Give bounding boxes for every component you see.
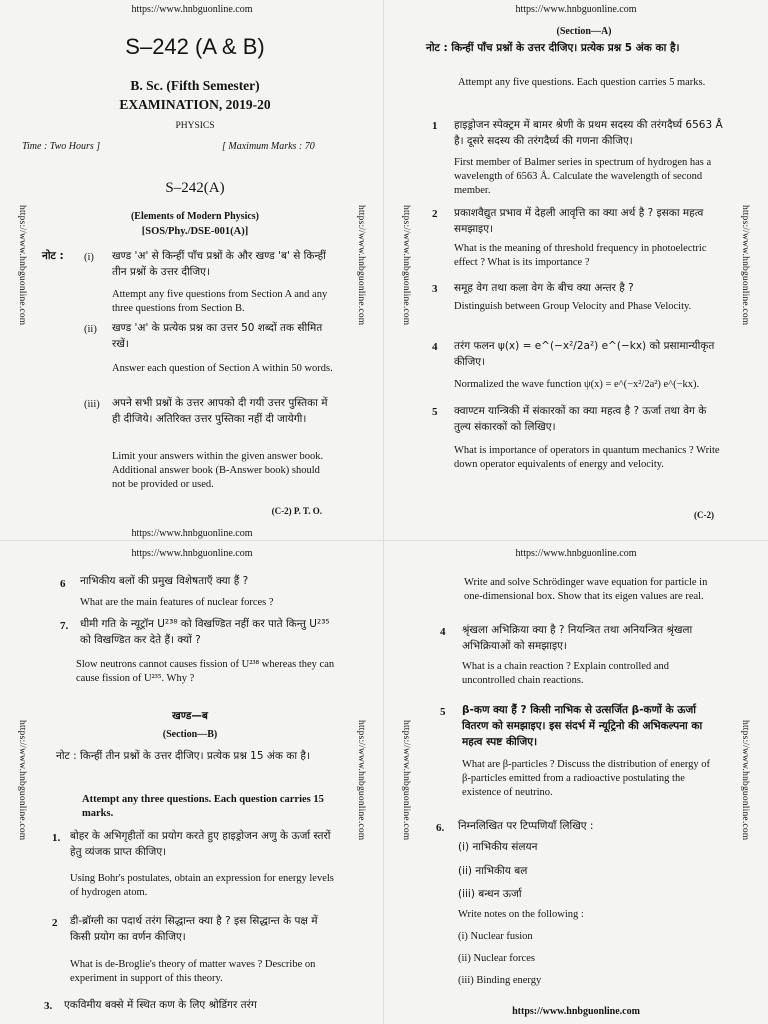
question-b6-item-3-english: (iii) Binding energy bbox=[458, 975, 542, 986]
question-3-number: 3 bbox=[432, 283, 438, 295]
question-2-number: 2 bbox=[432, 208, 438, 220]
question-2-hindi: प्रकाशवैद्युत प्रभाव में देहली आवृत्ति का क्या अर्थ है ? इसका महत्व समझाइए। bbox=[454, 207, 704, 235]
side-watermark-right: https://www.hnbguonline.com bbox=[356, 205, 366, 326]
question-b4-number: 4 bbox=[440, 626, 446, 638]
pto-stamp: (C-2) P. T. O. bbox=[271, 506, 322, 516]
question-1-number: 1 bbox=[432, 120, 438, 132]
max-marks: [ Maximum Marks : 70 bbox=[222, 141, 315, 152]
section-b-heading: (Section—B) bbox=[162, 729, 218, 740]
note-english: Attempt any five questions. Each question carries 5 marks. bbox=[458, 77, 706, 88]
question-3-english: Distinguish between Group Velocity and Phase Velocity. bbox=[454, 301, 692, 312]
question-7-number: 7. bbox=[60, 620, 69, 632]
paper-subtitle: (Elements of Modern Physics) bbox=[130, 211, 260, 222]
question-4-hindi: तरंग फलन ψ(x) = e^(−x²/2a²) e^(−kx) को प्रसामान्यीकृत कीजिए। bbox=[454, 340, 715, 368]
note-iii-english: Limit your answers within the given answer book. Additional answer book (B-Answer book) should not be provided or used. bbox=[112, 451, 324, 490]
question-b6-hindi: निम्नलिखित पर टिप्पणियाँ लिखिए : bbox=[458, 820, 594, 832]
question-b5-english: What are β-particles ? Discuss the distribution of energy of β-particles emitted from a radioactive postulating the existence of neutrino. bbox=[462, 759, 711, 798]
question-b6-item-1-hindi: (i) नाभिकीय संलयन bbox=[458, 841, 538, 853]
section-b-note-hindi: नोट : किन्हीं तीन प्रश्नों के उत्तर दीजिए। प्रत्येक प्रश्न 15 अंक का है। bbox=[56, 750, 310, 762]
question-6-number: 6 bbox=[60, 578, 66, 590]
question-4-number: 4 bbox=[432, 341, 438, 353]
question-b6-item-2-english: (ii) Nuclear forces bbox=[458, 953, 535, 964]
section-a-heading: (Section—A) bbox=[556, 26, 612, 37]
note-i-label: (i) bbox=[84, 252, 94, 263]
section-b-note-english: Attempt any three questions. Each question carries 15 marks. bbox=[82, 794, 324, 819]
question-7-english: Slow neutrons cannot causes fission of U²³⁸ whereas they can cause fission of U²³⁵. Why ? bbox=[76, 659, 335, 684]
note-i-english: Attempt any five questions from Section A and any three questions from Section B. bbox=[112, 289, 328, 314]
question-b1-hindi: बोहर के अभिगृहीतों का प्रयोग करते हुए हाइड्रोजन अणु के ऊर्जा स्तरों हेतु व्यंजक प्राप्त कीजिए। bbox=[70, 830, 331, 858]
question-b1-number: 1. bbox=[52, 832, 61, 844]
side-watermark-left: https://www.hnbguonline.com bbox=[17, 205, 27, 326]
question-2-english: What is the meaning of threshold frequency in photoelectric effect ? What is its importance ? bbox=[454, 243, 707, 268]
panel-top-left bbox=[0, 0, 384, 540]
side-watermark-right: https://www.hnbguonline.com bbox=[740, 205, 750, 326]
question-7-hindi: धीमी गति के न्यूट्रॉन U²³⁸ को विखण्डित नहीं कर पाते किन्तु U²³⁵ को विखण्डित कर देते हैं। क्यों ? bbox=[80, 618, 330, 646]
question-1-hindi: हाइड्रोजन स्पेक्ट्रम में बामर श्रेणी के प्रथम सदस्य की तरंगदैर्घ्य 6563 Å है। दूसरे सदस्य की तरंगदैर्घ्य की गणना कीजिए। bbox=[454, 119, 723, 147]
paper-id: [SOS/Phy./DSE-001(A)] bbox=[141, 226, 249, 237]
watermark-url-top: https://www.hnbguonline.com bbox=[515, 548, 637, 559]
side-watermark-left: https://www.hnbguonline.com bbox=[401, 720, 411, 841]
exam-line: EXAMINATION, 2019-20 bbox=[119, 97, 271, 112]
watermark-url-top: https://www.hnbguonline.com bbox=[515, 4, 637, 15]
question-b5-number: 5 bbox=[440, 706, 446, 718]
question-b6-item-2-hindi: (ii) नाभिकीय बल bbox=[458, 865, 528, 877]
c2-stamp: (C-2) bbox=[694, 510, 714, 520]
question-b6-item-3-hindi: (iii) बन्धन ऊर्जा bbox=[458, 888, 522, 900]
note-i-hindi: खण्ड 'अ' से किन्हीं पाँच प्रश्नों के और खण्ड 'ब' से किन्हीं तीन प्रश्नों के उत्तर दीजिए। bbox=[112, 250, 326, 278]
watermark-url-bottom: https://www.hnbguonline.com bbox=[131, 528, 253, 539]
question-b3-number: 3. bbox=[44, 1000, 53, 1012]
question-b2-hindi: डी-ब्रॉग्ली का पदार्थ तरंग सिद्धान्त क्या है ? इस सिद्धान्त के पक्ष में किसी प्रयोग का वर्णन कीजिए। bbox=[70, 915, 318, 943]
note-iii-label: (iii) bbox=[84, 399, 100, 410]
question-b4-english: What is a chain reaction ? Explain controlled and uncontrolled chain reactions. bbox=[462, 661, 670, 686]
note-label: नोट : bbox=[42, 250, 64, 262]
panel-bottom-left bbox=[0, 540, 384, 1024]
note-iii-hindi: अपने सभी प्रश्नों के उत्तर आपको दी गयी उत्तर पुस्तिका में ही दीजिये। अतिरिक्त उत्तर पुस्तिका नहीं दी जायेगी। bbox=[112, 397, 328, 425]
note-hindi: नोट : किन्हीं पाँच प्रश्नों के उत्तर दीजिए। प्रत्येक प्रश्न 5 अंक का है। bbox=[426, 42, 680, 54]
question-6-hindi: नाभिकीय बलों की प्रमुख विशेषताएँ क्या हैं ? bbox=[80, 575, 249, 587]
side-watermark-left: https://www.hnbguonline.com bbox=[17, 720, 27, 841]
question-6-english: What are the main features of nuclear forces ? bbox=[80, 597, 274, 608]
question-b6-number: 6. bbox=[436, 822, 445, 834]
question-b6-english: Write notes on the following : bbox=[458, 909, 584, 920]
side-watermark-right: https://www.hnbguonline.com bbox=[740, 720, 750, 841]
note-ii-english: Answer each question of Section A within 50 words. bbox=[112, 363, 333, 374]
question-5-hindi: क्वाण्टम यान्त्रिकी में संकारकों का क्या महत्व है ? ऊर्जा तथा वेग के तुल्य संकारकों को लिखिए। bbox=[454, 405, 707, 433]
section-b-hindi: खण्ड—ब bbox=[172, 710, 208, 722]
question-4-english: Normalized the wave function ψ(x) = e^(−x²/2a²) e^(−kx). bbox=[454, 379, 700, 390]
question-b4-hindi: श्रृंखला अभिक्रिया क्या है ? नियन्त्रित तथा अनियन्त्रित श्रृंखला अभिक्रियाओं को समझाइए। bbox=[462, 624, 693, 652]
note-ii-hindi: खण्ड 'अ' के प्रत्येक प्रश्न का उत्तर 50 शब्दों तक सीमित रखें। bbox=[112, 322, 323, 350]
question-1-english: First member of Balmer series in spectrum of hydrogen has a wavelength of 6563 Å. Calculate the wavelength of second member. bbox=[454, 157, 712, 196]
time-line: Time : Two Hours ] bbox=[22, 141, 101, 152]
question-b3-hindi: एकविमीय बक्से में स्थित कण के लिए श्रोडिंगर तरंग bbox=[64, 999, 257, 1011]
degree-line: B. Sc. (Fifth Semester) bbox=[130, 78, 260, 93]
paper-code: S–242(A) bbox=[165, 180, 225, 196]
question-b6-item-1-english: (i) Nuclear fusion bbox=[458, 931, 533, 942]
question-5-english: What is importance of operators in quantum mechanics ? Write down operator equivalents of energy and velocity. bbox=[454, 445, 720, 470]
watermark-url-top: https://www.hnbguonline.com bbox=[131, 4, 253, 15]
note-ii-label: (ii) bbox=[84, 324, 97, 335]
panel-top-right bbox=[384, 0, 768, 540]
question-b1-english: Using Bohr's postulates, obtain an expression for energy levels of hydrogen atom. bbox=[70, 873, 334, 898]
question-b2-number: 2 bbox=[52, 917, 58, 929]
subject-line: PHYSICS bbox=[175, 121, 215, 131]
footer-url: https://www.hnbguonline.com bbox=[512, 1006, 640, 1017]
question-b5-hindi: β-कण क्या हैं ? किसी नाभिक से उत्सर्जित β-कणों के ऊर्जा वितरण को समझाइए। इस संदर्भ में न्यूट्रिनो की अभिकल्पना का महत्व स्पष्ट कीजिए। bbox=[462, 704, 703, 748]
paper-title: S–242 (A & B) bbox=[125, 34, 265, 59]
side-watermark-right: https://www.hnbguonline.com bbox=[356, 720, 366, 841]
question-b3-english: Write and solve Schrödinger wave equation for particle in one-dimensional box. Show that its eigen values are real. bbox=[464, 577, 708, 602]
panel-bottom-right bbox=[384, 540, 768, 1024]
question-3-hindi: समूह वेग तथा कला वेग के बीच क्या अन्तर है ? bbox=[454, 282, 634, 294]
side-watermark-left: https://www.hnbguonline.com bbox=[401, 205, 411, 326]
question-5-number: 5 bbox=[432, 406, 438, 418]
question-b2-english: What is de-Broglie's theory of matter waves ? Describe on experiment in support of this theory. bbox=[70, 959, 316, 984]
watermark-url-top: https://www.hnbguonline.com bbox=[131, 548, 253, 559]
